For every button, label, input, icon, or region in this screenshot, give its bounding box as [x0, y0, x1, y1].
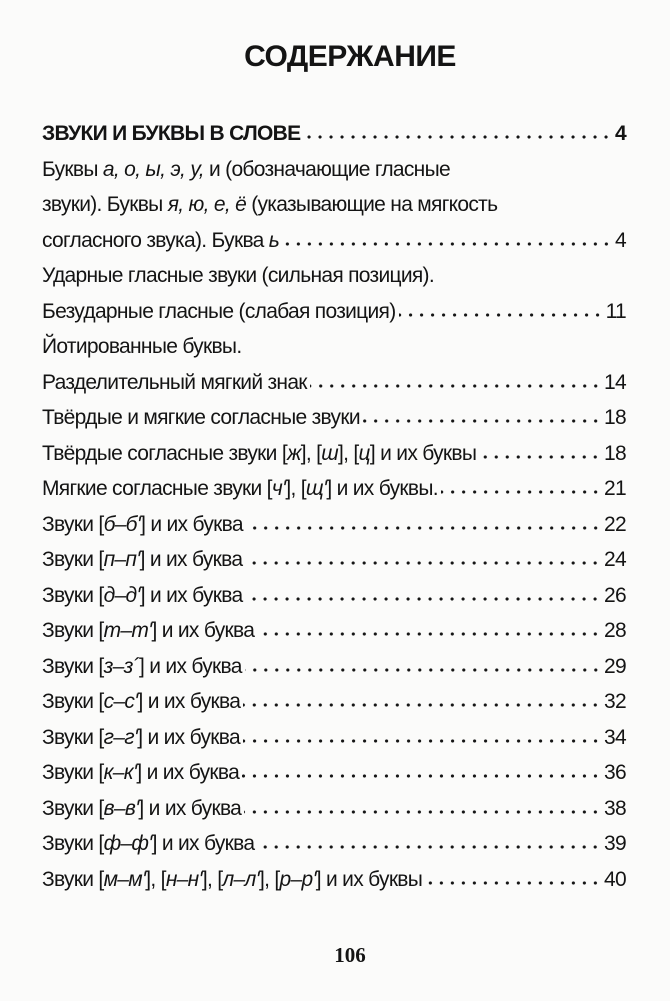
toc-entry-line [42, 258, 626, 294]
toc-entry-text [42, 578, 242, 614]
italic-segment: ж [286, 441, 301, 465]
text-segment: ] и их буква [139, 548, 243, 571]
text-segment: ] и их буква [140, 512, 243, 536]
dot-leader [243, 736, 601, 744]
toc-entry-text [42, 436, 476, 472]
toc-entry-line [42, 755, 626, 791]
text-segment: звуки). Буквы [42, 193, 168, 216]
dot-leader [399, 310, 603, 318]
dot-leader [303, 132, 612, 140]
toc-entry-text [42, 613, 254, 649]
toc-entry-line [42, 720, 626, 756]
italic-segment: м–м' [103, 867, 146, 891]
text-segment: Звуки [ [42, 796, 104, 820]
toc-entry-line [42, 613, 626, 649]
italic-segment: н–н' [165, 867, 202, 891]
toc-entry-line [42, 578, 626, 614]
toc-page-number: 38 [604, 796, 626, 820]
toc-page-number: 26 [604, 583, 626, 607]
toc-section-heading [42, 116, 626, 152]
toc-entry-line [42, 294, 626, 330]
toc-page-number: 28 [604, 619, 626, 642]
toc-page-number: 21 [604, 477, 626, 500]
toc-page-number: 18 [604, 406, 626, 429]
toc-entry-text [42, 258, 434, 294]
table-of-contents [42, 116, 626, 897]
toc-entry-text [42, 826, 254, 862]
toc-entry-text [42, 684, 240, 720]
toc-page-number: 11 [605, 299, 626, 323]
text-segment: ] и их буква [136, 761, 240, 784]
toc-page-number: 36 [604, 761, 626, 784]
toc-page-number: 18 [604, 441, 626, 465]
text-segment: и (обозначающие гласные [203, 157, 450, 181]
dot-leader [257, 629, 601, 637]
toc-entry-line [42, 862, 626, 898]
dot-leader [244, 807, 601, 815]
italic-segment: в–в' [103, 796, 139, 820]
toc-entry-text [42, 294, 396, 330]
page-number: 106 [334, 943, 366, 967]
toc-page-number: 24 [604, 548, 626, 571]
italic-segment: я, ю, е, ё [167, 193, 247, 216]
text-segment: Буквы [42, 157, 103, 181]
toc-entry-line [42, 507, 626, 543]
text-segment: Ударные гласные звуки (сильная позиция). [42, 264, 434, 287]
toc-entry-text [42, 862, 422, 898]
toc-entry-text [42, 152, 450, 188]
italic-segment: ш [321, 441, 338, 465]
dot-leader [245, 558, 601, 566]
text-segment: ЗВУКИ И БУКВЫ В СЛОВЕ [42, 122, 301, 145]
toc-entry-text [42, 791, 241, 827]
toc-entry-line [42, 436, 626, 472]
toc-entry-text [42, 542, 242, 578]
text-segment: ] и их буква [137, 690, 241, 713]
italic-segment: д–д' [103, 583, 140, 607]
text-segment: ] и их буква [151, 832, 255, 855]
text-segment: ] и их буквы [369, 441, 477, 465]
toc-entry-line [42, 152, 626, 188]
text-segment: Безударные гласные (слабая позиция) [42, 299, 396, 323]
dot-leader [282, 239, 612, 247]
toc-entry-text [42, 471, 438, 507]
italic-segment: р–р' [279, 867, 316, 891]
italic-segment: з–з´ [103, 654, 139, 678]
toc-entry-text [42, 649, 242, 685]
dot-leader [257, 842, 601, 850]
dot-leader [245, 594, 601, 602]
text-segment: ], [ [300, 441, 322, 465]
toc-entry-line [42, 400, 626, 436]
toc-entry-text [42, 187, 497, 223]
text-segment: Звуки [ [42, 619, 104, 642]
text-segment: ], [ [285, 477, 306, 500]
text-segment: согласного звука). Буква [42, 228, 269, 252]
dot-leader [363, 416, 601, 424]
text-segment: Твёрдые согласные звуки [ [42, 441, 287, 465]
text-segment: ], [ [201, 867, 223, 891]
toc-page-number: 4 [615, 228, 626, 252]
italic-segment: б–б' [103, 512, 141, 536]
italic-segment: г–г' [103, 725, 138, 749]
text-segment: Звуки [ [42, 583, 104, 607]
text-segment: Звуки [ [42, 654, 104, 678]
toc-entry-text [42, 507, 243, 543]
italic-segment: ч' [271, 477, 286, 500]
text-segment: ] и их буква [139, 583, 243, 607]
toc-entry-line [42, 684, 626, 720]
toc-entry-text [42, 365, 307, 401]
italic-segment: п–п' [103, 548, 140, 571]
toc-page-number: 34 [604, 725, 626, 749]
text-segment: ], [ [145, 867, 166, 891]
toc-page-number: 40 [604, 867, 626, 891]
italic-segment: с–с' [103, 690, 138, 713]
toc-page-number: 39 [604, 832, 626, 855]
toc-entry-line [42, 365, 626, 401]
dot-leader [425, 878, 601, 886]
toc-page-number: 29 [604, 654, 626, 678]
text-segment: Звуки [ [42, 690, 104, 713]
italic-segment: л–л' [222, 867, 259, 891]
text-segment: ] и их буква [151, 619, 255, 642]
toc-entry-line [42, 187, 626, 223]
text-segment: Звуки [ [42, 761, 104, 784]
italic-segment: а, о, ы, э, у, [102, 157, 204, 181]
dot-leader [245, 665, 601, 673]
text-segment: ], [ [338, 441, 359, 465]
italic-segment: ь [268, 228, 280, 252]
italic-segment: ф–ф' [103, 832, 152, 855]
text-segment: Мягкие согласные звуки [ [42, 477, 272, 500]
toc-entry-text [42, 755, 239, 791]
dot-leader [242, 771, 601, 779]
toc-entry-text [42, 116, 300, 152]
toc-page-number: 4 [615, 122, 626, 145]
toc-entry-line [42, 542, 626, 578]
text-segment: ] и их буква [138, 796, 242, 820]
toc-page-number: 22 [604, 512, 626, 536]
toc-entry-line [42, 826, 626, 862]
dot-leader [246, 523, 601, 531]
italic-segment: к–к' [103, 761, 137, 784]
text-segment: Твёрдые и мягкие согласные звуки [42, 406, 360, 429]
text-segment: Звуки [ [42, 512, 104, 536]
toc-entry-line [42, 329, 626, 365]
text-segment: (указывающие на мягкость [246, 193, 498, 216]
toc-entry-text [42, 223, 279, 259]
text-segment: ] и их буква [137, 725, 240, 749]
italic-segment: т–т' [103, 619, 152, 642]
toc-entry-line [42, 791, 626, 827]
text-segment: Разделительный мягкий знак [42, 370, 307, 394]
text-segment: Звуки [ [42, 832, 104, 855]
dot-leader [310, 381, 601, 389]
toc-entry-line [42, 649, 626, 685]
italic-segment: щ' [305, 477, 327, 500]
text-segment: Звуки [ [42, 867, 104, 891]
toc-entry-line [42, 471, 626, 507]
italic-segment: ц [358, 441, 370, 465]
toc-entry-text [42, 720, 240, 756]
text-segment: Звуки [ [42, 725, 104, 749]
text-segment: ], [ [258, 867, 280, 891]
text-segment: ] и их буква [138, 654, 242, 678]
dot-leader [441, 487, 601, 495]
toc-entry-text [42, 329, 241, 365]
page-title: СОДЕРЖАНИЕ [244, 40, 456, 73]
toc-page-number: 32 [604, 690, 626, 713]
dot-leader [479, 452, 601, 460]
toc-page-number: 14 [604, 370, 626, 394]
text-segment: ] и их буквы. [326, 477, 438, 500]
toc-entry-text [42, 400, 360, 436]
toc-entry-line [42, 223, 626, 259]
dot-leader [243, 700, 601, 708]
text-segment: Звуки [ [42, 548, 104, 571]
text-segment: ] и их буквы [315, 867, 423, 891]
text-segment: Йотированные буквы. [42, 335, 242, 358]
